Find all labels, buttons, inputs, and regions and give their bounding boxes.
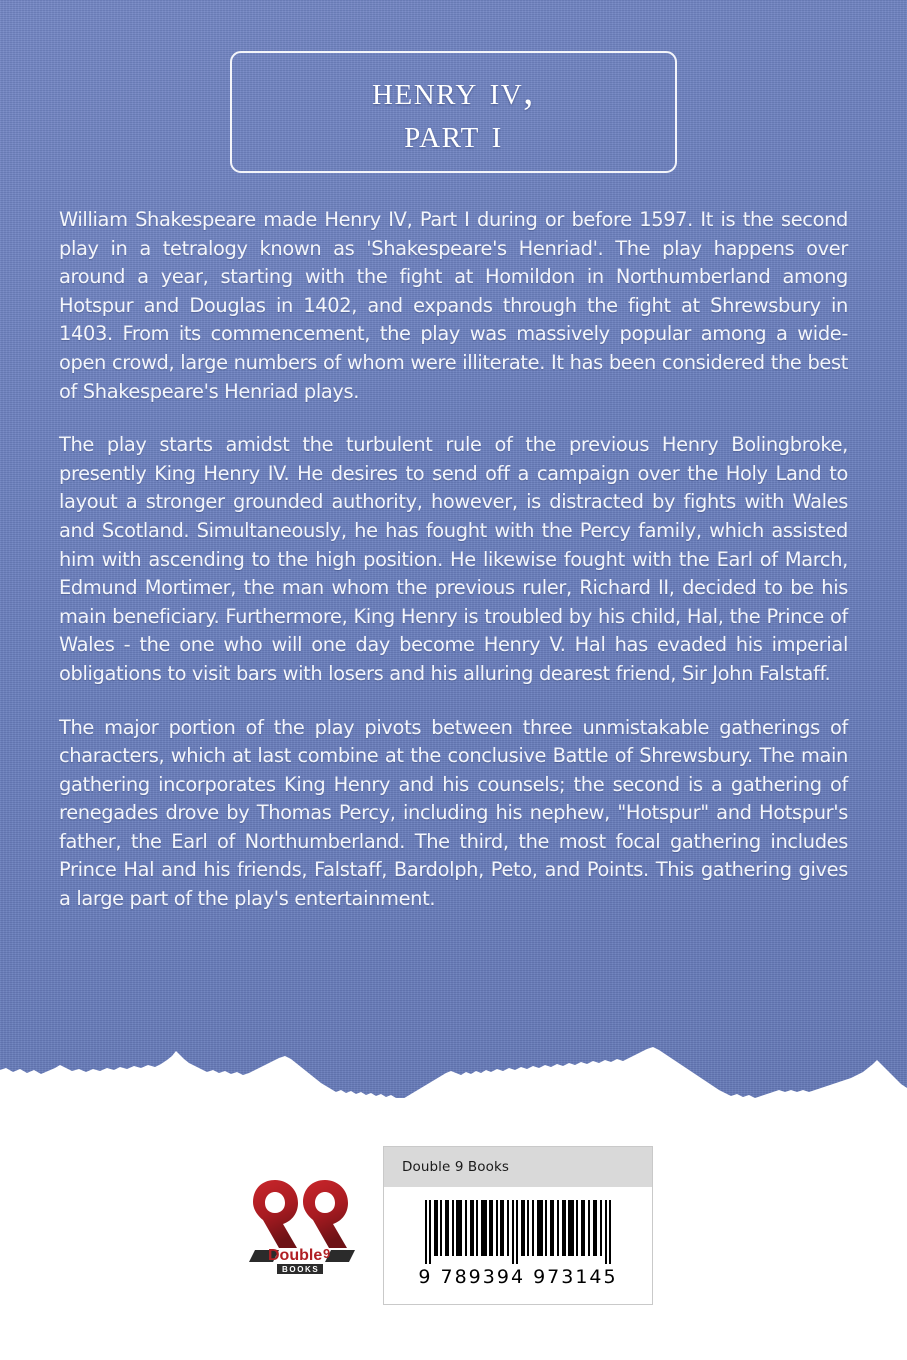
barcode-header	[384, 1147, 652, 1187]
book-title-line-2: part i	[404, 109, 503, 156]
back-cover-blurb	[59, 206, 848, 914]
title-frame	[230, 51, 677, 173]
barcode-publisher-label: Double 9 Books	[402, 1159, 510, 1175]
blurb-paragraph: The play starts amidst the turbulent rule of the previous Henry Bolingbroke, presently King Henry IV. He desires to send off a campaign over the Holy Land to layout a stronger grounded authority, however, is distracted by fights with Wales and Scotland. Simultaneously, he has fought with the Percy family, which assisted him with ascending to the high position. He likewise fought with the Earl of March, Edmund Mortimer, the man whom the previous ruler, Richard II, decided to be his main beneficiary. Furthermore, King Henry is troubled by his child, Hal, the Prince of Wales - the one who will one day become Henry V. Hal has evaded his imperial obligations to visit bars with losers and his alluring dearest friend, Sir John Falstaff.	[59, 433, 848, 685]
logo-wordmark-numeral: 9	[323, 1246, 331, 1261]
book-title-line-1: henry iv,	[372, 66, 535, 113]
barcode-area	[384, 1187, 652, 1304]
barcode-block	[383, 1146, 653, 1305]
logo-wordmark: Double	[268, 1247, 323, 1264]
logo-right-nine	[303, 1180, 348, 1248]
logo-books-label: BOOKS	[282, 1265, 320, 1274]
logo-left-nine	[253, 1180, 298, 1248]
blurb-paragraph: William Shakespeare made Henry IV, Part I during or before 1597. It is the second play in a tetralogy known as 'Shakespeare's Henriad'. The play happens over around a year, starting with the fight at Homildon in Northumberland among Hotspur and Douglas in 1402, and expands through the fight at Shrewsbury in 1403. From its commencement, the play was massively popular among a wide-open crowd, large numbers of whom were illiterate. It has been considered the best of Shakespeare's Henriad plays.	[59, 208, 848, 403]
barcode-number: 9 789394 973145	[418, 1266, 618, 1288]
blurb-paragraph: The major portion of the play pivots between three unmistakable gatherings of characters, which at last combine at the conclusive Battle of Shrewsbury. The main gathering incorporates King Henry and his counsels; the second is a gathering of renegades drove by Thomas Percy, including his nephew, "Hotspur" and Hotspur's father, the Earl of Northumberland. The third, the most focal gathering includes Prince Hal and his friends, Falstaff, Bardolph, Peto, and Points. This gathering gives a large part of the play's entertainment.	[59, 715, 848, 911]
publisher-logo	[249, 1176, 357, 1276]
barcode-bars	[419, 1200, 617, 1264]
